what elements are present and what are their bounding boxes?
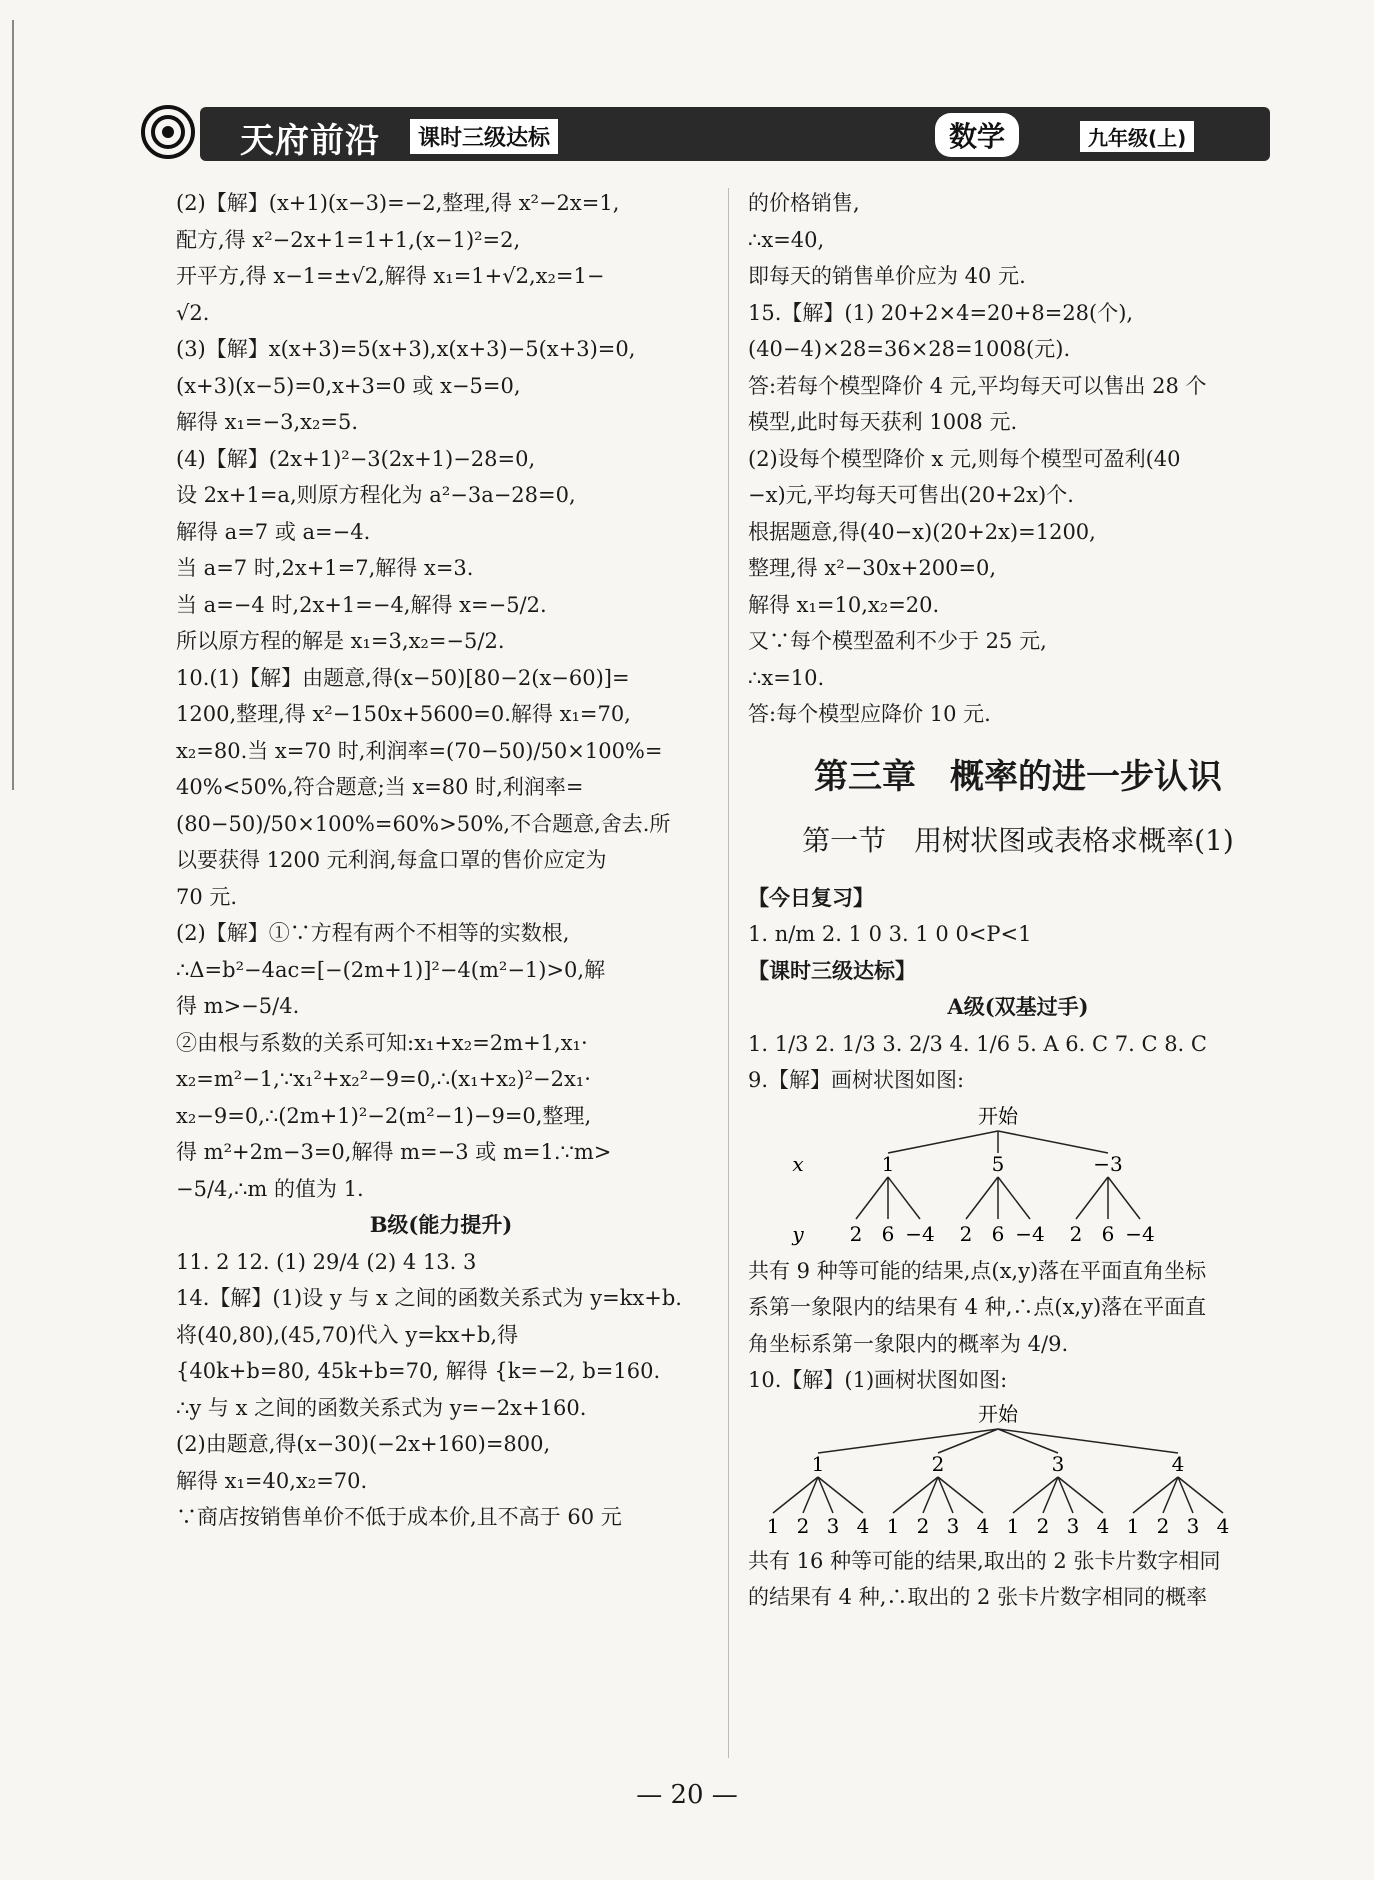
text-line: 解得 a=7 或 a=−4. (176, 519, 371, 544)
text-line: (2)【解】(x+1)(x−3)=−2,整理,得 x²−2x=1, (176, 191, 620, 215)
text-line: 40%<50%,符合题意;当 x=80 时,利润率= (176, 775, 584, 799)
tree-branch (856, 1177, 888, 1219)
text-line: 当 a=7 时,2x+1=7,解得 x=3. (176, 556, 474, 580)
text-line: 以要获得 1200 元利润,每盒口罩的售价应定为 (176, 848, 607, 872)
tree-branch (1076, 1177, 1108, 1219)
text-line: x₂=80.当 x=70 时,利润率=(70−50)/50×100%= (176, 738, 663, 763)
review-heading: 【今日复习】 (748, 884, 874, 910)
text-line: x₂=m²−1,∵x₁²+x₂²−9=0,∴(x₁+x₂)²−2x₁· (176, 1067, 591, 1091)
tree-node-second: 4 (1216, 1513, 1230, 1538)
text-line: 的结果有 4 种,∴取出的 2 张卡片数字相同的概率 (748, 1585, 1208, 1609)
tree-node-second: 3 (946, 1513, 960, 1538)
tree-branch (966, 1177, 998, 1219)
tree-node-first: 1 (811, 1451, 825, 1476)
tree-root-label: 开始 (978, 1401, 1018, 1426)
text-line: (40−4)×28=36×28=1008(元). (748, 337, 1071, 361)
tree-node-second: 2 (1036, 1513, 1050, 1538)
text-line: 10.(1)【解】由题意,得(x−50)[80−2(x−60)]= (176, 665, 630, 690)
tree-node-second: 3 (1066, 1513, 1080, 1538)
tree-node-y: −4 (905, 1221, 935, 1246)
text-line: x₂−9=0,∴(2m+1)²−2(m²−1)−9=0,整理, (176, 1103, 592, 1128)
tree-node-y: 6 (881, 1221, 895, 1246)
q9-intro: 9.【解】画树状图如图: (748, 1068, 965, 1092)
tree-branch (998, 1177, 1030, 1219)
text-line: −x)元,平均每天可售出(20+2x)个. (748, 483, 1074, 507)
page-number: — 20 — (636, 1780, 738, 1810)
text-line: 解得 x₁=40,x₂=70. (176, 1468, 368, 1493)
tree-node-second: 3 (1186, 1513, 1200, 1538)
text-line: 共有 9 种等可能的结果,点(x,y)落在平面直角坐标 (748, 1258, 1207, 1283)
text-line: 根据题意,得(40−x)(20+2x)=1200, (748, 519, 1096, 544)
tree-x-label: x (792, 1151, 804, 1176)
tree-node-second: 4 (1096, 1513, 1110, 1538)
tree-branch (1108, 1177, 1140, 1219)
text-line: 15.【解】(1) 20+2×4=20+8=28(个), (748, 300, 1134, 325)
text-line: 将(40,80),(45,70)代入 y=kx+b,得 (176, 1322, 519, 1347)
text-line: ∴y 与 x 之间的函数关系式为 y=−2x+160. (176, 1395, 587, 1420)
text-line: {40k+b=80, 45k+b=70, 解得 {k=−2, b=160. (176, 1359, 661, 1383)
q10-explanation (748, 1543, 1288, 1616)
text-line: 11. 2 12. (1) 29/4 (2) 4 13. 3 (176, 1249, 477, 1274)
text-line: B级(能力提升) (369, 1212, 513, 1237)
tree-node-x: 1 (881, 1151, 895, 1176)
tree-branch (818, 1429, 998, 1453)
left-column (176, 185, 706, 1536)
tree-node-second: 2 (796, 1513, 810, 1538)
tree-node-second: 1 (1126, 1513, 1140, 1538)
right-column (748, 185, 1288, 1616)
level-a-answers: 1. 1/3 2. 1/3 3. 2/3 4. 1/6 5. A 6. C 7. C 8. C (748, 1031, 1207, 1056)
tree-branch (888, 1131, 998, 1153)
text-line: 开平方,得 x−1=±√2,解得 x₁=1+√2,x₂=1− (176, 264, 605, 288)
subject-badge: 数学 (935, 113, 1019, 157)
tree-node-second: 2 (1156, 1513, 1170, 1538)
tree-branch (998, 1429, 1178, 1453)
tree-node-y: 2 (959, 1221, 973, 1246)
tree-node-y: 6 (1101, 1221, 1115, 1246)
section-title: 第一节 用树状图或表格求概率(1) (802, 824, 1234, 857)
text-line: 70 元. (176, 884, 238, 909)
tree-node-y: −4 (1125, 1221, 1155, 1246)
tree-node-y: −4 (1015, 1221, 1045, 1246)
tree-branch (888, 1177, 920, 1219)
tree-node-second: 1 (1006, 1513, 1020, 1538)
chapter-title: 第三章 概率的进一步认识 (814, 756, 1222, 797)
text-line: ∴x=40, (748, 227, 825, 252)
text-line: 角坐标系第一象限内的概率为 4/9. (748, 1331, 1069, 1356)
tree-node-y: 2 (1069, 1221, 1083, 1246)
text-line: ∵商店按销售单价不低于成本价,且不高于 60 元 (176, 1505, 622, 1529)
course-heading: 【课时三级达标】 (748, 957, 916, 983)
tree-node-y: 2 (849, 1221, 863, 1246)
tree-node-y: 6 (991, 1221, 1005, 1246)
text-line: ∴Δ=b²−4ac=[−(2m+1)]²−4(m²−1)>0,解 (176, 957, 606, 982)
tree-node-second: 4 (976, 1513, 990, 1538)
text-line: 模型,此时每天获利 1008 元. (748, 410, 1018, 434)
text-line: 答:若每个模型降价 4 元,平均每天可以售出 28 个 (748, 373, 1207, 398)
text-line: 又∵每个模型盈利不少于 25 元, (748, 629, 1047, 653)
tree-node-second: 2 (916, 1513, 930, 1538)
tree-node-second: 4 (856, 1513, 870, 1538)
tree-node-x: −3 (1093, 1151, 1123, 1176)
text-line: ∴x=10. (748, 665, 825, 690)
text-line: −5/4,∴m 的值为 1. (176, 1176, 364, 1201)
text-line: 14.【解】(1)设 y 与 x 之间的函数关系式为 y=kx+b. (176, 1286, 682, 1310)
text-line: (3)【解】x(x+3)=5(x+3),x(x+3)−5(x+3)=0, (176, 337, 636, 361)
text-line: 得 m>−5/4. (176, 994, 300, 1018)
column-divider (728, 188, 729, 1758)
text-line: 即每天的销售单价应为 40 元. (748, 264, 1026, 288)
text-line: (80−50)/50×100%=60%>50%,不合题意,舍去.所 (176, 811, 671, 836)
text-line: (4)【解】(2x+1)²−3(2x+1)−28=0, (176, 446, 536, 471)
tree-diagram-9 (748, 1101, 1268, 1251)
text-line: 当 a=−4 时,2x+1=−4,解得 x=−5/2. (176, 592, 547, 617)
text-line: (2)由题意,得(x−30)(−2x+160)=800, (176, 1432, 551, 1456)
text-line: 解得 x₁=−3,x₂=5. (176, 410, 359, 434)
q9-explanation (748, 1253, 1288, 1363)
text-line: 的价格销售, (748, 191, 860, 215)
text-line: 解得 x₁=10,x₂=20. (748, 592, 940, 617)
tree-branch (998, 1131, 1108, 1153)
q14-15-solutions (748, 185, 1288, 733)
tree-node-first: 4 (1171, 1451, 1185, 1476)
text-line: 共有 16 种等可能的结果,取出的 2 张卡片数字相同 (748, 1548, 1221, 1573)
text-line: (2)【解】①∵方程有两个不相等的实数根, (176, 921, 570, 945)
tree-node-first: 3 (1051, 1451, 1065, 1476)
text-line: 系第一象限内的结果有 4 种,∴点(x,y)落在平面直 (748, 1295, 1207, 1319)
q10-intro: 10.【解】(1)画树状图如图: (748, 1368, 1008, 1392)
text-line: 整理,得 x²−30x+200=0, (748, 556, 997, 580)
level-a-heading: A级(双基过手) (947, 994, 1089, 1019)
text-line: 答:每个模型应降价 10 元. (748, 702, 991, 726)
review-answers: 1. n/m 2. 1 0 3. 1 0 0<P<1 (748, 922, 1032, 946)
brand-title: 天府前沿 (240, 121, 380, 161)
text-line: 1200,整理,得 x²−150x+5600=0.解得 x₁=70, (176, 702, 631, 726)
tree-y-label: y (792, 1221, 804, 1246)
tree-node-second: 1 (766, 1513, 780, 1538)
target-logo-icon (140, 104, 196, 160)
text-line: (2)设每个模型降价 x 元,则每个模型可盈利(40 (748, 446, 1181, 471)
tree-node-first: 2 (931, 1451, 945, 1476)
text-line: 设 2x+1=a,则原方程化为 a²−3a−28=0, (176, 483, 576, 507)
text-line: (x+3)(x−5)=0,x+3=0 或 x−5=0, (176, 373, 521, 398)
text-line: √2. (176, 300, 210, 325)
series-subtitle: 课时三级达标 (410, 119, 558, 154)
text-line: ②由根与系数的关系可知:x₁+x₂=2m+1,x₁· (176, 1030, 588, 1055)
header-banner (200, 107, 1270, 161)
tree-node-second: 1 (886, 1513, 900, 1538)
tree-root-label: 开始 (978, 1103, 1018, 1128)
text-line: 得 m²+2m−3=0,解得 m=−3 或 m=1.∵m> (176, 1140, 612, 1164)
tree-diagram-10 (748, 1401, 1268, 1541)
tree-node-x: 5 (991, 1151, 1005, 1176)
text-line: 所以原方程的解是 x₁=3,x₂=−5/2. (176, 629, 505, 653)
text-line: 配方,得 x²−2x+1=1+1,(x−1)²=2, (176, 227, 521, 252)
tree-node-second: 3 (826, 1513, 840, 1538)
scan-margin-line (12, 20, 14, 790)
grade-badge: 九年级(上) (1080, 121, 1194, 152)
